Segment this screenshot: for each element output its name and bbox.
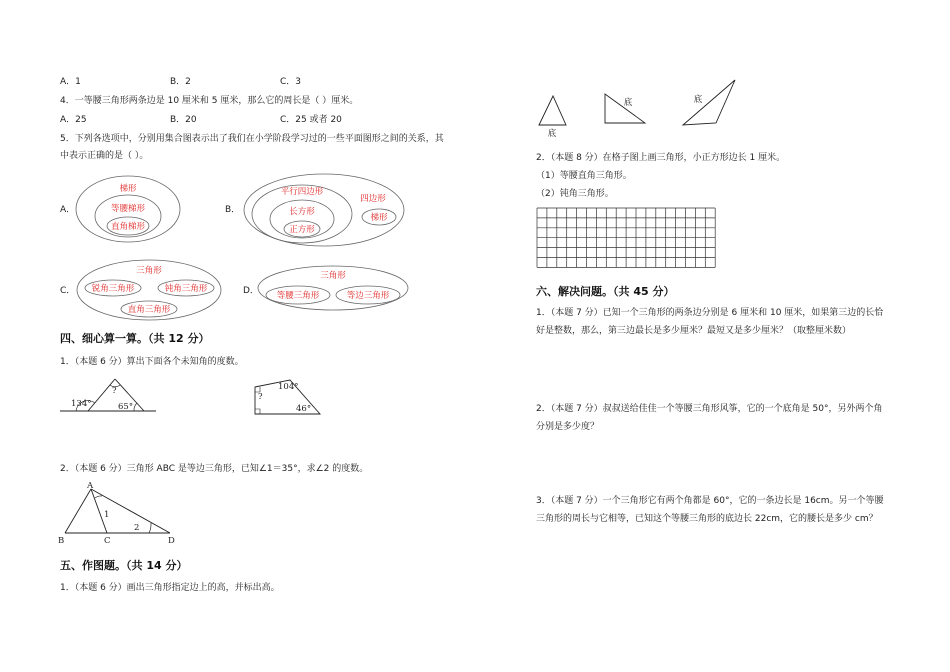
- section-5-question-2-part-2: （2）钝角三角形。: [536, 189, 614, 199]
- venn-c-right-text: 直角三角形: [127, 305, 171, 315]
- option-b: B．20: [170, 115, 197, 125]
- venn-diagram-b: [242, 172, 407, 248]
- question-5-line1: 5．下列各选项中，分别用集合图表示出了我们在小学阶段学习过的一些平面图形之间的关系，其: [60, 134, 444, 144]
- venn-b-label: B．: [225, 205, 241, 215]
- venn-diagram-d: [256, 264, 412, 312]
- triangles-with-base-figure: [536, 78, 746, 140]
- venn-b-parallelogram-text: 平行四边形: [280, 187, 324, 197]
- venn-a-middle-text: 等腰梯形: [110, 204, 146, 214]
- option-c: C．3: [280, 77, 302, 87]
- section-4-question-2: 2．（本题 6 分）三角形 ABC 是等边三角形，已知∠1＝35°，求∠2 的度数。: [60, 464, 369, 474]
- venn-a-label: A．: [60, 205, 76, 215]
- section-4-title: 四、细心算一算。（共 12 分）: [60, 332, 210, 345]
- venn-b-rectangle-text: 长方形: [289, 207, 315, 217]
- venn-c-acute-text: 锐角三角形: [91, 284, 135, 294]
- venn-d-outer-text: 三角形: [320, 271, 346, 281]
- base-label-3: 底: [693, 95, 703, 105]
- venn-d-label: D．: [243, 286, 259, 296]
- angle-1-text: 1: [104, 510, 110, 520]
- venn-d-equilateral-text: 等边三角形: [346, 291, 390, 301]
- section-6-title: 六、解决问题。（共 45 分）: [536, 285, 675, 298]
- angle-46-text: 46°: [296, 404, 312, 414]
- venn-b-trapezoid-text: 梯形: [370, 213, 388, 223]
- vertex-d-text: D: [168, 536, 175, 546]
- vertex-a-text: A: [87, 481, 94, 491]
- section-5-question-1: 1．（本题 6 分）画出三角形指定边上的高，并标出高。: [60, 583, 280, 593]
- angle-figure-2: [250, 375, 325, 419]
- option-a: A．25: [60, 115, 87, 125]
- section-6-question-2-line1: 2．（本题 7 分）叔叔送给佳佳一个等腰三角形风筝，它的一个底角是 50°，另外两个角: [536, 404, 883, 414]
- option-b: B．2: [170, 77, 191, 87]
- drawing-grid[interactable]: [537, 208, 717, 274]
- venn-diagram-c: [75, 258, 225, 322]
- section-6-question-2-line2: 分别是多少度？: [536, 422, 600, 432]
- base-label-2: 底: [623, 98, 633, 108]
- venn-a-outer-text: 梯形: [119, 184, 137, 194]
- angle-134-text: 134°: [71, 399, 92, 409]
- venn-c-label: C．: [60, 286, 76, 296]
- angle-2-text: 2: [134, 523, 140, 533]
- section-5-question-2-part-1: （1）等腰直角三角形。: [536, 171, 632, 181]
- section-6-question-3-line2: 三角形的周长与它相等，已知这个等腰三角形的底边长 22cm，它的腰长是多少 cm？: [536, 514, 878, 524]
- angle-figure-1: [60, 376, 160, 416]
- unknown-angle-text: ?: [258, 392, 263, 402]
- triangle-abc-figure: [55, 480, 185, 546]
- section-6-question-3-line1: 3．（本题 7 分）一个三角形它有两个角都是 60°，它的一条边长是 16cm。另一个等腰: [536, 496, 884, 506]
- venn-b-square-text: 正方形: [289, 225, 315, 235]
- venn-c-obtuse-text: 钝角三角形: [164, 284, 208, 294]
- section-6-question-1-line2: 好是整数，那么，第三边最长是多少厘米？最短又是多少厘米？（取整厘米数）: [536, 326, 852, 336]
- question-4: 4．一等腰三角形两条边是 10 厘米和 5 厘米，那么它的周长是（ ）厘米。: [60, 96, 359, 106]
- venn-diagram-a: [75, 174, 185, 244]
- vertex-b-text: B: [58, 536, 65, 546]
- venn-b-quadrilateral-text: 四边形: [360, 194, 386, 204]
- section-6-question-1-line1: 1．（本题 7 分）已知一个三角形的两条边分别是 6 厘米和 10 厘米，如果第三边的长恰: [536, 308, 884, 318]
- option-a: A．1: [60, 77, 81, 87]
- venn-d-isosceles-text: 等腰三角形: [276, 291, 320, 301]
- section-5-title: 五、作图题。（共 14 分）: [60, 559, 188, 572]
- venn-a-inner-text: 直角梯形: [110, 222, 146, 232]
- unknown-angle-text: ?: [112, 386, 117, 396]
- question-5-line2: 中表示正确的是（ ）。: [60, 151, 149, 161]
- angle-65-text: 65°: [118, 402, 134, 412]
- angle-104-text: 104°: [278, 382, 299, 392]
- section-4-question-1: 1．（本题 6 分）算出下面各个未知角的度数。: [60, 357, 244, 367]
- venn-c-outer-text: 三角形: [136, 266, 162, 276]
- option-c: C．25 或者 20: [280, 115, 342, 125]
- base-label-1: 底: [547, 129, 557, 139]
- vertex-c-text: C: [104, 536, 111, 546]
- section-5-question-2: 2．（本题 8 分）在格子图上画三角形，小正方形边长 1 厘米。: [536, 153, 786, 163]
